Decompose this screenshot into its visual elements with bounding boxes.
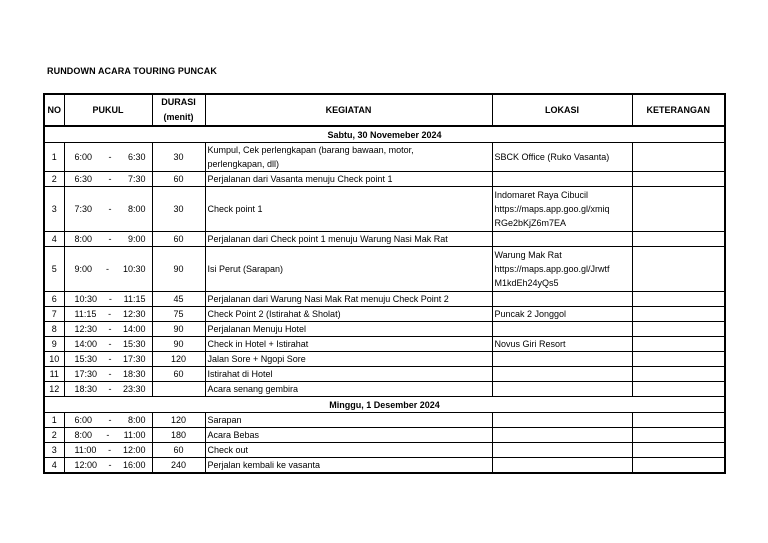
time-start: 18:30 <box>74 384 98 394</box>
time-dash: - <box>108 384 112 394</box>
time-end: 23:30 <box>122 384 146 394</box>
row-keterangan <box>632 187 725 232</box>
time-end: 15:30 <box>122 339 146 349</box>
kegiatan-line: Check in Hotel + Istirahat <box>207 339 309 349</box>
row-kegiatan <box>205 322 492 337</box>
time-start: 6:00 <box>74 415 93 425</box>
row-no: 4 <box>44 232 64 247</box>
table-row <box>44 337 725 352</box>
lokasi-line: RGe2bKjZ6m7EA <box>494 218 567 228</box>
time-dash: - <box>106 430 110 440</box>
time-start: 12:00 <box>74 460 98 470</box>
row-keterangan <box>632 413 725 428</box>
row-no: 8 <box>44 322 64 337</box>
time-dash: - <box>106 264 109 274</box>
row-lokasi <box>492 413 632 428</box>
time-range <box>67 458 150 472</box>
kegiatan-line: Perjalanan dari Warung Nasi Mak Rat menuju Check Point 2 <box>207 294 449 304</box>
row-lokasi <box>492 232 632 247</box>
row-keterangan <box>632 443 725 458</box>
row-no: 2 <box>44 428 64 443</box>
row-kegiatan <box>205 292 492 307</box>
row-time <box>64 458 152 474</box>
kegiatan-line: Isi Perut (Sarapan) <box>207 264 284 274</box>
row-kegiatan <box>205 143 492 172</box>
header-durasi-unit: (menit) <box>163 112 194 122</box>
kegiatan-line: Perjalan kembali ke vasanta <box>207 460 321 470</box>
time-dash: - <box>108 460 112 470</box>
row-durasi: 240 <box>152 458 205 474</box>
table-row <box>44 187 725 232</box>
time-dash: - <box>108 339 112 349</box>
row-durasi: 90 <box>152 247 205 292</box>
row-lokasi <box>492 172 632 187</box>
time-range <box>67 172 150 186</box>
row-kegiatan <box>205 458 492 474</box>
kegiatan-line: Acara Bebas <box>207 430 260 440</box>
time-end: 11:00 <box>123 430 146 440</box>
time-range <box>67 307 150 321</box>
row-kegiatan <box>205 172 492 187</box>
row-keterangan <box>632 322 725 337</box>
row-time <box>64 232 152 247</box>
lokasi-line: Novus Giri Resort <box>494 339 566 349</box>
row-no: 2 <box>44 172 64 187</box>
row-lokasi <box>492 292 632 307</box>
time-dash: - <box>108 445 112 455</box>
row-no: 4 <box>44 458 64 474</box>
row-time <box>64 337 152 352</box>
header-pukul: PUKUL <box>64 94 152 126</box>
row-kegiatan <box>205 413 492 428</box>
row-lokasi <box>492 352 632 367</box>
time-end: 14:00 <box>122 324 146 334</box>
time-range <box>67 382 150 396</box>
time-end: 6:30 <box>127 152 146 162</box>
time-range <box>67 443 150 457</box>
time-range <box>67 202 150 216</box>
row-time <box>64 307 152 322</box>
day-header-row <box>44 397 725 413</box>
table-row <box>44 232 725 247</box>
row-no: 6 <box>44 292 64 307</box>
row-lokasi <box>492 143 632 172</box>
time-end: 18:30 <box>122 369 146 379</box>
row-no: 11 <box>44 367 64 382</box>
time-end: 9:00 <box>127 234 146 244</box>
day-header-row <box>44 126 725 143</box>
row-durasi: 180 <box>152 428 205 443</box>
row-durasi: 30 <box>152 187 205 232</box>
row-keterangan <box>632 382 725 397</box>
header-kegiatan: KEGIATAN <box>205 94 492 126</box>
row-durasi: 75 <box>152 307 205 322</box>
table-row <box>44 443 725 458</box>
time-start: 10:30 <box>74 294 98 304</box>
rundown-table <box>43 93 726 474</box>
row-keterangan <box>632 428 725 443</box>
table-row <box>44 307 725 322</box>
row-time <box>64 143 152 172</box>
row-lokasi <box>492 382 632 397</box>
time-start: 15:30 <box>74 354 98 364</box>
time-range <box>67 428 150 442</box>
time-end: 8:00 <box>127 415 146 425</box>
row-time <box>64 443 152 458</box>
row-kegiatan <box>205 337 492 352</box>
row-kegiatan <box>205 232 492 247</box>
row-no: 12 <box>44 382 64 397</box>
time-dash: - <box>108 415 112 425</box>
time-start: 8:00 <box>74 430 93 440</box>
header-durasi <box>152 94 205 126</box>
row-time <box>64 382 152 397</box>
table-row <box>44 143 725 172</box>
time-start: 17:30 <box>74 369 98 379</box>
row-keterangan <box>632 143 725 172</box>
row-kegiatan <box>205 382 492 397</box>
time-end: 8:00 <box>127 204 146 214</box>
row-keterangan <box>632 352 725 367</box>
time-dash: - <box>108 174 112 184</box>
row-time <box>64 187 152 232</box>
table-row <box>44 382 725 397</box>
header-keterangan: KETERANGAN <box>632 94 725 126</box>
time-dash: - <box>108 204 112 214</box>
table-row <box>44 247 725 292</box>
row-durasi: 120 <box>152 413 205 428</box>
lokasi-line: M1kdEh24yQs5 <box>494 278 559 288</box>
time-start: 6:00 <box>74 152 93 162</box>
row-durasi: 60 <box>152 232 205 247</box>
row-keterangan <box>632 172 725 187</box>
row-time <box>64 428 152 443</box>
time-range <box>67 262 150 276</box>
time-dash: - <box>108 369 112 379</box>
lokasi-line: https://maps.app.goo.gl/xmiq <box>494 204 610 214</box>
table-row <box>44 172 725 187</box>
table-row <box>44 322 725 337</box>
row-lokasi <box>492 322 632 337</box>
row-lokasi <box>492 307 632 322</box>
time-dash: - <box>108 324 112 334</box>
row-durasi: 60 <box>152 443 205 458</box>
row-durasi: 90 <box>152 322 205 337</box>
row-time <box>64 322 152 337</box>
row-no: 1 <box>44 143 64 172</box>
rundown-body <box>44 126 725 473</box>
time-range <box>67 322 150 336</box>
time-dash: - <box>108 152 112 162</box>
kegiatan-line: Kumpul, Cek perlengkapan (barang bawaan, motor, <box>207 145 414 155</box>
row-keterangan <box>632 367 725 382</box>
time-dash: - <box>108 309 112 319</box>
lokasi-line: SBCK Office (Ruko Vasanta) <box>494 152 610 162</box>
kegiatan-line: Check Point 2 (Istirahat & Sholat) <box>207 309 341 319</box>
time-end: 16:00 <box>122 460 146 470</box>
time-range <box>67 367 150 381</box>
row-keterangan <box>632 307 725 322</box>
row-no: 9 <box>44 337 64 352</box>
row-durasi: 30 <box>152 143 205 172</box>
kegiatan-line: Check out <box>207 445 249 455</box>
header-durasi-label: DURASI <box>161 97 196 107</box>
time-end: 17:30 <box>122 354 146 364</box>
lokasi-line: Puncak 2 Jonggol <box>494 309 567 319</box>
time-dash: - <box>108 294 112 304</box>
time-start: 14:00 <box>74 339 98 349</box>
row-lokasi <box>492 428 632 443</box>
row-time <box>64 413 152 428</box>
table-row <box>44 367 725 382</box>
row-keterangan <box>632 292 725 307</box>
row-kegiatan <box>205 247 492 292</box>
kegiatan-line: Perjalanan Menuju Hotel <box>207 324 307 334</box>
table-row <box>44 413 725 428</box>
time-end: 12:30 <box>122 309 146 319</box>
time-range <box>67 232 150 246</box>
table-row <box>44 458 725 474</box>
document-title: RUNDOWN ACARA TOURING PUNCAK <box>47 66 217 76</box>
row-lokasi <box>492 367 632 382</box>
row-kegiatan <box>205 187 492 232</box>
row-no: 1 <box>44 413 64 428</box>
row-lokasi <box>492 337 632 352</box>
row-durasi: 60 <box>152 172 205 187</box>
time-range <box>67 337 150 351</box>
time-dash: - <box>108 234 112 244</box>
row-time <box>64 172 152 187</box>
time-start: 11:15 <box>74 309 97 319</box>
row-durasi: 60 <box>152 367 205 382</box>
time-range <box>67 150 150 164</box>
time-range <box>67 352 150 366</box>
row-keterangan <box>632 458 725 474</box>
row-kegiatan <box>205 307 492 322</box>
kegiatan-line: Perjalanan dari Check point 1 menuju Warung Nasi Mak Rat <box>207 234 448 244</box>
header-no: NO <box>44 94 64 126</box>
kegiatan-line: perlengkapan, dll) <box>207 159 280 169</box>
kegiatan-line: Jalan Sore + Ngopi Sore <box>207 354 306 364</box>
day-label: Sabtu, 30 Novemeber 2024 <box>44 126 725 143</box>
table-row <box>44 292 725 307</box>
header-lokasi: LOKASI <box>492 94 632 126</box>
row-time <box>64 352 152 367</box>
time-end: 10:30 <box>122 264 146 274</box>
table-row <box>44 352 725 367</box>
row-durasi: 45 <box>152 292 205 307</box>
time-start: 12:30 <box>74 324 98 334</box>
time-start: 8:00 <box>74 234 93 244</box>
row-kegiatan <box>205 443 492 458</box>
kegiatan-line: Acara senang gembira <box>207 384 299 394</box>
time-dash: - <box>108 354 112 364</box>
row-keterangan <box>632 232 725 247</box>
row-kegiatan <box>205 367 492 382</box>
table-row <box>44 428 725 443</box>
row-no: 3 <box>44 187 64 232</box>
row-time <box>64 367 152 382</box>
row-no: 3 <box>44 443 64 458</box>
time-start: 6:30 <box>74 174 93 184</box>
time-start: 7:30 <box>74 204 93 214</box>
kegiatan-line: Istirahat di Hotel <box>207 369 273 379</box>
kegiatan-line: Check point 1 <box>207 204 263 214</box>
lokasi-line: Warung Mak Rat <box>494 250 562 260</box>
row-durasi <box>152 382 205 397</box>
time-end: 7:30 <box>127 174 146 184</box>
row-no: 10 <box>44 352 64 367</box>
row-no: 5 <box>44 247 64 292</box>
row-lokasi <box>492 458 632 474</box>
row-durasi: 120 <box>152 352 205 367</box>
row-lokasi <box>492 187 632 232</box>
row-time <box>64 247 152 292</box>
row-keterangan <box>632 337 725 352</box>
lokasi-line: https://maps.app.goo.gl/Jrwtf <box>494 264 610 274</box>
time-range <box>67 413 150 427</box>
time-end: 11:15 <box>123 294 146 304</box>
row-kegiatan <box>205 352 492 367</box>
lokasi-line: Indomaret Raya Cibucil <box>494 190 589 200</box>
row-time <box>64 292 152 307</box>
time-start: 11:00 <box>74 445 97 455</box>
time-start: 9:00 <box>74 264 93 274</box>
row-keterangan <box>632 247 725 292</box>
time-end: 12:00 <box>122 445 146 455</box>
kegiatan-line: Perjalanan dari Vasanta menuju Check point 1 <box>207 174 393 184</box>
time-range <box>67 292 150 306</box>
row-durasi: 90 <box>152 337 205 352</box>
row-lokasi <box>492 443 632 458</box>
day-label: Minggu, 1 Desember 2024 <box>44 397 725 413</box>
header-row <box>44 94 725 126</box>
row-no: 7 <box>44 307 64 322</box>
kegiatan-line: Sarapan <box>207 415 242 425</box>
row-lokasi <box>492 247 632 292</box>
row-kegiatan <box>205 428 492 443</box>
